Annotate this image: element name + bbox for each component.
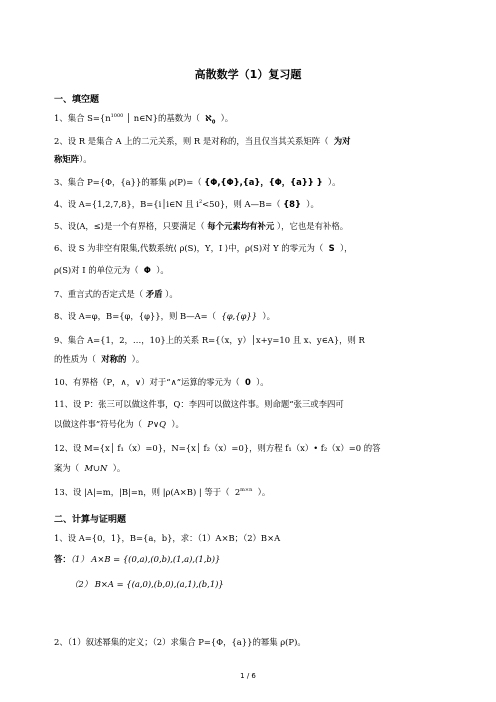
answer-13: 2 — [234, 487, 241, 497]
answer-problem-1b: （2） B×A = {(a,0),(b,0),(a,1),(b,1)} — [70, 579, 224, 589]
question-6: 6、设 S 为非空有限集,代数系统⟨ ρ(S)，Y，I ⟩中，ρ(S)对 Y 的零元为（ S ）， — [54, 243, 353, 253]
question-1: 1、集合 $S=\{n^{1000}$ │ n∈N}的基数为（ ℵ$_0$ ）。 — [54, 113, 234, 126]
answer-6-unit: Φ — [143, 265, 151, 275]
problem-1: 1、设 A={0，1}，B={a，b}，求：（1）A×B；（2）B×A — [54, 533, 281, 543]
answer-7: 矛盾 — [145, 289, 163, 299]
answer-9: 对称的 — [101, 354, 127, 364]
question-2: 2、设 R 是集合 A 上的二元关系，则 R 是对称的，当且仅当其关系矩阵（ 为对 — [54, 136, 351, 146]
answer-6-zero: S — [328, 243, 335, 253]
question-7: 7、重言式的否定式是（ 矛盾 ）。 — [54, 289, 178, 299]
question-2-cont: 称矩阵）。 — [54, 154, 92, 164]
question-11: 11、设 P：张三可以做这件事，Q：李四可以做这件事。则命题“张三或李四可 — [54, 399, 344, 409]
question-9: 9、集合 A={1，2，…，10}上的关系 R={（x，y）│x+y=10 且 x、y∈A}，则 R — [54, 335, 365, 345]
problem-2: 2、（1）叙述幂集的定义；（2）求集合 P={Φ，{a}}的幂集 ρ(P)。 — [54, 637, 306, 647]
page-title: 高散数学（1）复习题 — [194, 68, 302, 81]
question-13: 13、设 |A|=m，|B|=n，则 |ρ(A×B) | 等于（ $2^{m\times n}$ ）。 — [54, 487, 271, 497]
question-12-cont: 案为（ M∪N ）。 — [54, 463, 126, 473]
page-number: 1 / 6 — [240, 672, 256, 680]
section-heading-fill-blank: 一、填空题 — [54, 95, 100, 105]
question-6-cont: ρ(S)对 I 的单位元为（ Φ ）。 — [54, 265, 169, 275]
question-4: 4、设 A={1,2,7,8}，B={i│i∈N 且 $i^2<50$}，则 A—B=（ {8} ）。 — [54, 199, 319, 209]
question-3: 3、集合 P={Φ，{a}}的幂集 ρ(P)=（ {Φ,{Φ},{a}，{Φ，{a}} } ）。 — [54, 177, 341, 187]
answer-11: P∨Q — [147, 419, 166, 429]
answer-2-part2: 称矩阵 — [54, 154, 80, 164]
question-12: 12、设 M={x│ f₁（x）=0}，N={x│ f₂（x）=0}，则方程 f₁（x）• f₂（x）=0 的答 — [54, 443, 381, 453]
question-5: 5、设⟨A，≤⟩是一个有界格，只要满足（ 每个元素均有补元 ），它也是有补格。 — [54, 221, 349, 231]
answer-10: 0 — [244, 377, 251, 387]
question-11-cont: 以做这件事”符号化为（ P∨Q ）。 — [54, 419, 184, 429]
question-9-cont: 的性质为（ 对称的 ）。 — [54, 354, 145, 364]
answer-8: {φ,{φ}} — [221, 311, 258, 321]
answer-4: {8} — [283, 199, 301, 209]
section-heading-proofs: 二、计算与证明题 — [54, 515, 127, 525]
answer-3: {Φ,{Φ},{a}，{Φ，{a}} } — [204, 177, 323, 187]
answer-problem-1a: 答：（1） A×B = {(0,a),(0,b),(1,a),(1,b)} — [54, 554, 221, 564]
answer-12: M∪N — [84, 463, 108, 473]
answer-2-part1: 为对 — [333, 136, 351, 146]
question-8: 8、设 A=φ，B={φ，{φ}}，则 B—A=（ {φ,{φ}} ）。 — [54, 311, 275, 321]
answer-1: ℵ — [205, 113, 212, 123]
question-10: 10、有界格（P，∧，∨）对于“∧”运算的零元为（ 0 ）。 — [54, 377, 269, 387]
answer-5: 每个元素均有补元 — [207, 221, 275, 231]
